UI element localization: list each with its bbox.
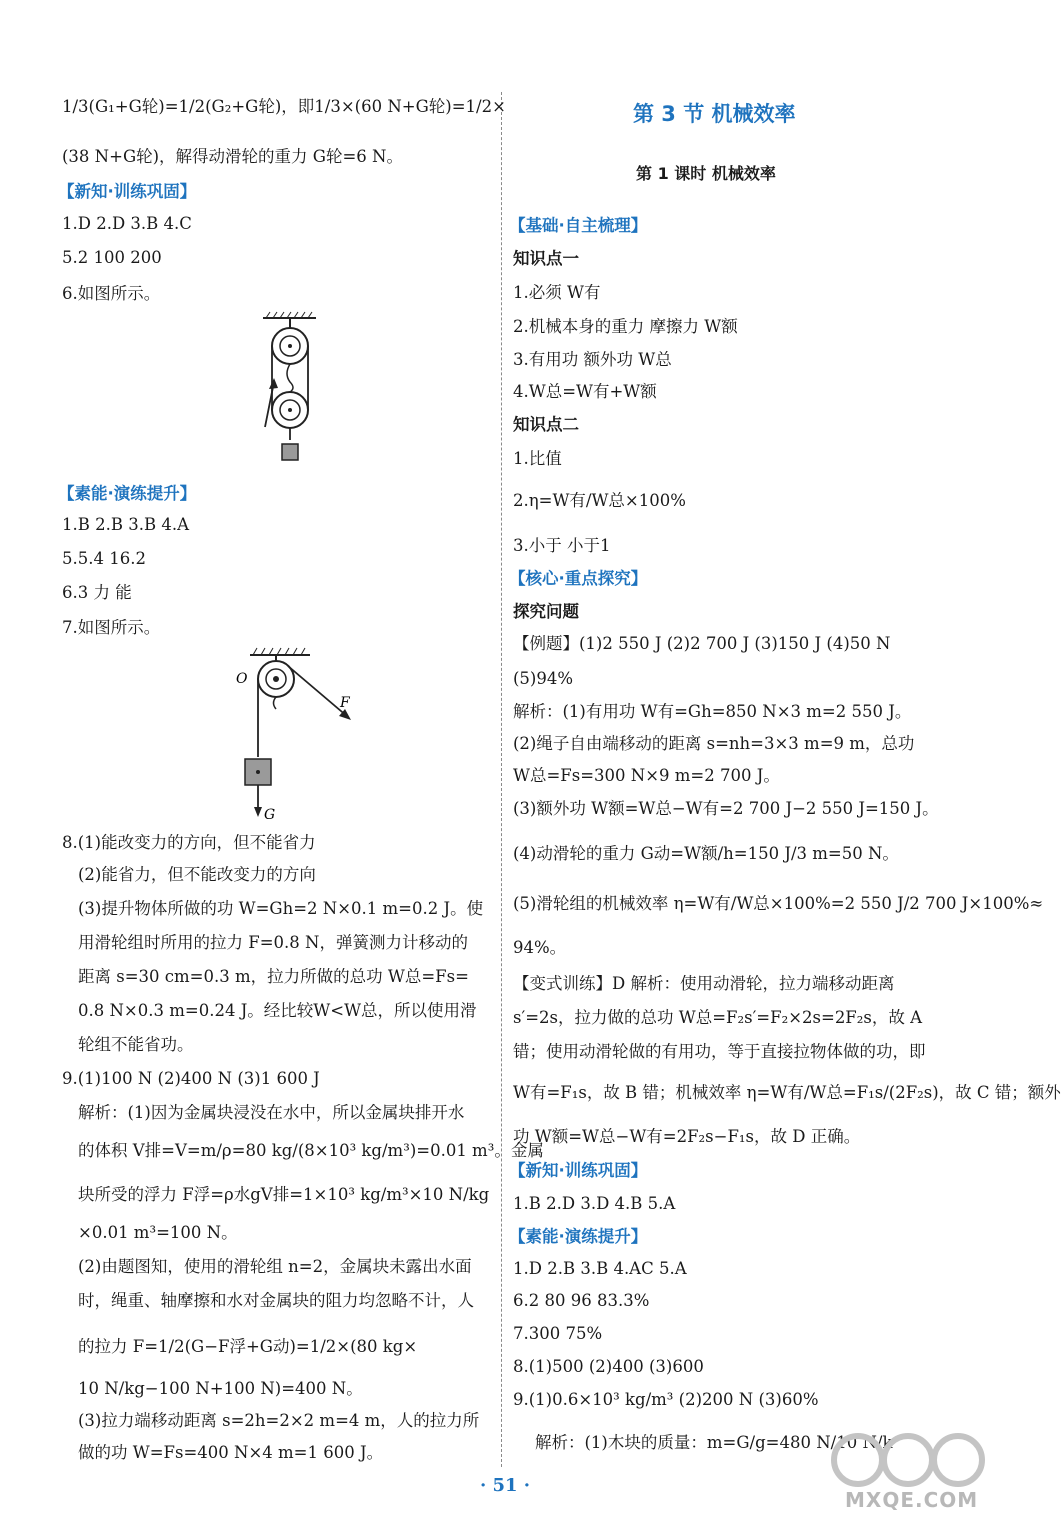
answer-line: 10 N/kg−100 N+100 N)=400 N。 bbox=[78, 1379, 363, 1398]
answer-line: 8.(1)能改变力的方向，但不能省力 bbox=[62, 833, 316, 852]
answer-line: 时，绳重、轴摩擦和水对金属块的阻力均忽略不计，人 bbox=[78, 1291, 474, 1310]
answer-line: 5.5.4 16.2 bbox=[62, 549, 146, 568]
answer-line: 7.如图所示。 bbox=[62, 618, 161, 637]
answer-line: (4)动滑轮的重力 G动=W额/h=150 J/3 m=50 N。 bbox=[513, 844, 899, 863]
answer-line: W总=Fs=300 N×9 m=2 700 J。 bbox=[513, 766, 780, 785]
answer-line: 2.机械本身的重力 摩擦力 W额 bbox=[513, 317, 738, 336]
answer-line: 错；使用动滑轮做的有用功，等于直接拉物体做的功，即 bbox=[513, 1042, 926, 1061]
answer-line: 0.8 N×0.3 m=0.24 J。经比较W<W总，所以使用滑 bbox=[78, 1001, 477, 1020]
answer-line: 9.(1)0.6×10³ kg/m³ (2)200 N (3)60% bbox=[513, 1390, 819, 1409]
section-header: 【素能·演练提升】 bbox=[58, 484, 197, 503]
section-header: 【核心·重点探究】 bbox=[509, 569, 648, 588]
section-header: 【基础·自主梳理】 bbox=[509, 216, 648, 235]
answer-line: (3)提升物体所做的功 W=Gh=2 N×0.1 m=0.2 J。使 bbox=[78, 899, 484, 918]
answer-line: 解析：(1)因为金属块浸没在水中，所以金属块排开水 bbox=[78, 1103, 465, 1122]
section-header: 【新知·训练巩固】 bbox=[509, 1161, 648, 1180]
answer-line: 轮组不能省功。 bbox=[78, 1035, 194, 1054]
label-o: O bbox=[236, 671, 248, 687]
answer-line: 9.(1)100 N (2)400 N (3)1 600 J bbox=[62, 1069, 320, 1088]
answer-line: ×0.01 m³=100 N。 bbox=[78, 1223, 238, 1242]
answer-line: 3.小于 小于1 bbox=[513, 536, 611, 555]
knowledge-point: 知识点一 bbox=[513, 249, 579, 268]
label-g: G bbox=[264, 807, 276, 823]
fixed-pulley-figure bbox=[236, 645, 356, 823]
text-line: 1/3(G₁+G轮)=1/2(G₂+G轮)，即1/3×(60 N+G轮)=1/2× bbox=[62, 97, 506, 116]
text-line: (38 N+G轮)，解得动滑轮的重力 G轮=6 N。 bbox=[62, 147, 403, 166]
label-f: F bbox=[340, 695, 350, 711]
watermark-text: MXQE.COM bbox=[845, 1488, 979, 1512]
answer-line: 6.3 力 能 bbox=[62, 583, 132, 602]
page-number: · 51 · bbox=[479, 1475, 531, 1496]
answer-line: 做的功 W=Fs=400 N×4 m=1 600 J。 bbox=[78, 1443, 384, 1462]
section-title: 第 3 节 机械效率 bbox=[633, 102, 796, 126]
answer-line: 的体积 V排=V=m/ρ=80 kg/(8×10³ kg/m³)=0.01 m³。金属 bbox=[78, 1141, 544, 1160]
pulley-block-figure bbox=[260, 312, 325, 467]
knowledge-point: 知识点二 bbox=[513, 415, 579, 434]
answer-line: 6.2 80 96 83.3% bbox=[513, 1291, 650, 1310]
answer-line: (5)滑轮组的机械效率 η=W有/W总×100%=2 550 J/2 700 J×100%≈ bbox=[513, 894, 1044, 913]
answer-line: 7.300 75% bbox=[513, 1324, 603, 1343]
answer-line: 1.比值 bbox=[513, 449, 562, 468]
answer-line: (3)额外功 W额=W总−W有=2 700 J−2 550 J=150 J。 bbox=[513, 799, 939, 818]
answer-line: 【变式训练】D 解析：使用动滑轮，拉力端移动距离 bbox=[513, 974, 895, 993]
answer-line: (2)能省力，但不能改变力的方向 bbox=[78, 865, 316, 884]
answer-line: 6.如图所示。 bbox=[62, 284, 161, 303]
answer-line: 解析：(1)有用功 W有=Gh=850 N×3 m=2 550 J。 bbox=[513, 702, 912, 721]
answer-line: (5)94% bbox=[513, 669, 574, 688]
answer-line: 3.有用功 额外功 W总 bbox=[513, 350, 672, 369]
answer-line: 的拉力 F=1/2(G−F浮+G动)=1/2×(80 kg× bbox=[78, 1337, 418, 1356]
answer-line: 用滑轮组时所用的拉力 F=0.8 N，弹簧测力计移动的 bbox=[78, 933, 468, 952]
answer-line: 【例题】(1)2 550 J (2)2 700 J (3)150 J (4)50 N bbox=[513, 634, 891, 653]
answer-line: 4.W总=W有+W额 bbox=[513, 382, 657, 401]
answer-line: W有=F₁s，故 B 错；机械效率 η=W有/W总=F₁s/(2F₂s)，故 C 错；额外 bbox=[513, 1083, 1061, 1102]
section-header: 【新知·训练巩固】 bbox=[58, 182, 197, 201]
answer-line: 功 W额=W总−W有=2F₂s−F₁s，故 D 正确。 bbox=[513, 1127, 861, 1146]
answer-line: 8.(1)500 (2)400 (3)600 bbox=[513, 1357, 704, 1376]
column-divider bbox=[501, 92, 502, 1467]
answer-line: (2)绳子自由端移动的距离 s=nh=3×3 m=9 m，总功 bbox=[513, 734, 915, 753]
answer-line: 1.B 2.D 3.D 4.B 5.A bbox=[513, 1194, 676, 1213]
answer-line: 1.D 2.B 3.B 4.AC 5.A bbox=[513, 1259, 687, 1278]
answer-line: 块所受的浮力 F浮=ρ水gV排=1×10³ kg/m³×10 N/kg bbox=[78, 1185, 490, 1204]
answer-line: s′=2s，拉力做的总功 W总=F₂s′=F₂×2s=2F₂s，故 A bbox=[513, 1008, 923, 1027]
answer-line: 1.必须 W有 bbox=[513, 283, 601, 302]
answer-line: 距离 s=30 cm=0.3 m，拉力所做的总功 W总=Fs= bbox=[78, 967, 469, 986]
answer-line: 94%。 bbox=[513, 938, 567, 957]
answer-line: (3)拉力端移动距离 s=2h=2×2 m=4 m，人的拉力所 bbox=[78, 1411, 480, 1430]
answer-line: 1.B 2.B 3.B 4.A bbox=[62, 515, 189, 534]
answer-line: 解析：(1)木块的质量：m=G/g=480 N/10 N/k bbox=[535, 1433, 893, 1452]
section-header: 【素能·演练提升】 bbox=[509, 1227, 648, 1246]
answer-line: 5.2 100 200 bbox=[62, 248, 162, 267]
answer-line: (2)由题图知，使用的滑轮组 n=2，金属块未露出水面 bbox=[78, 1257, 472, 1276]
lesson-title: 第 1 课时 机械效率 bbox=[636, 164, 776, 183]
answer-line: 2.η=W有/W总×100% bbox=[513, 491, 686, 510]
answer-line: 1.D 2.D 3.B 4.C bbox=[62, 214, 192, 233]
inquiry-heading: 探究问题 bbox=[513, 602, 579, 621]
